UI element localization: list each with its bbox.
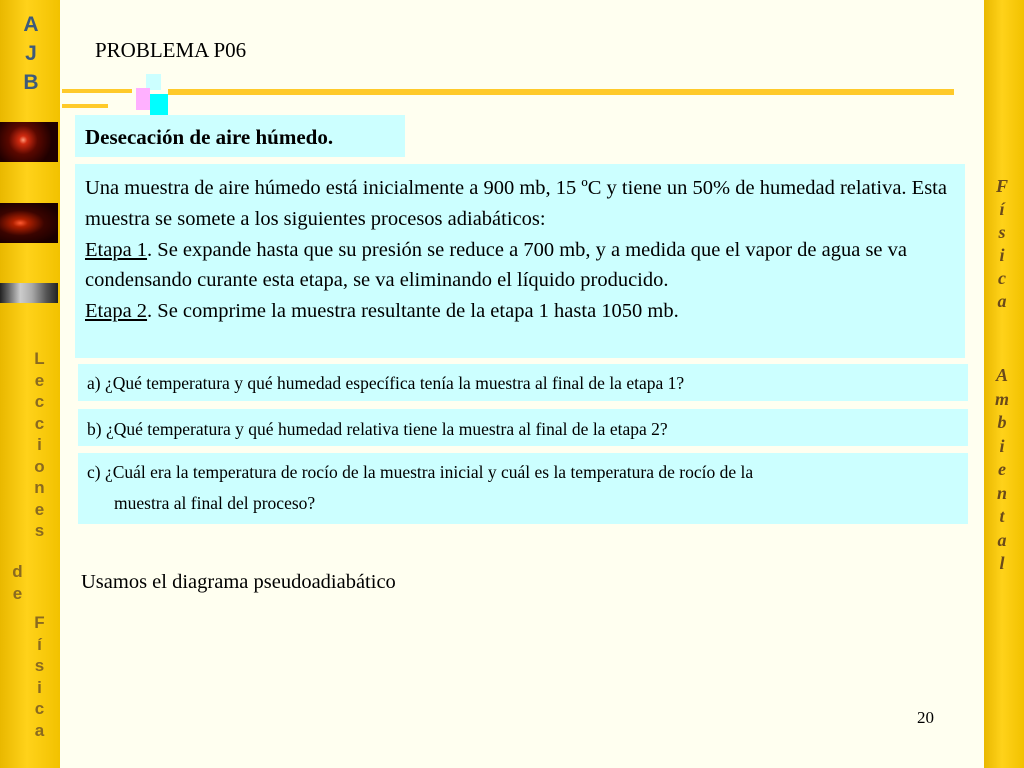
vertical-letter: e xyxy=(34,370,46,390)
logo-letter: J xyxy=(25,42,37,65)
vertical-letter: a xyxy=(34,720,46,740)
stage1-label: Etapa 1 xyxy=(85,238,148,261)
sidebar-vertical-fisica xyxy=(30,612,50,741)
vertical-letter: b xyxy=(997,412,1007,432)
logo-letter: B xyxy=(23,71,39,94)
stage2-text: . Se comprime la muestra resultante de la etapa 1 hasta 1050 mb. xyxy=(147,300,679,323)
vertical-letter: í xyxy=(999,199,1005,219)
vertical-letter: d xyxy=(12,562,24,581)
vertical-letter: í xyxy=(37,634,43,654)
stage2-label: Etapa 2 xyxy=(85,300,148,323)
subtitle-box xyxy=(75,115,405,157)
problem-statement-box xyxy=(75,164,965,358)
decorative-line xyxy=(62,89,132,93)
page-title: PROBLEMA P06 xyxy=(95,38,247,62)
vertical-letter: a xyxy=(997,529,1007,550)
ajb-logo xyxy=(0,10,62,97)
vertical-letter: t xyxy=(999,506,1005,526)
decorative-square-cyan xyxy=(150,94,168,115)
vertical-letter: m xyxy=(994,388,1009,409)
page-number: 20 xyxy=(917,708,934,727)
vertical-letter: e xyxy=(998,459,1006,479)
right-vertical-fisica xyxy=(988,175,1016,313)
question-b: b) ¿Qué temperatura y qué humedad relativa tiene la muestra al final de la etapa 2? xyxy=(87,419,668,439)
vertical-letter: e xyxy=(34,499,46,519)
subtitle: Desecación de aire húmedo. xyxy=(85,125,334,149)
vertical-letter: i xyxy=(37,677,43,697)
question-c-box xyxy=(78,453,968,524)
vertical-letter: l xyxy=(999,553,1005,573)
vertical-letter: o xyxy=(34,456,46,476)
thumbnail-image-2 xyxy=(0,203,58,243)
question-a-box xyxy=(78,364,968,401)
vertical-letter: n xyxy=(34,478,46,497)
thumbnail-image-1 xyxy=(0,122,58,162)
stage1-text: . Se expande hasta que su presión se reduce a 700 mb, y a medida que el vapor de agua se va condensando curante esta etapa, se va eliminando el líquido producido. xyxy=(85,238,907,292)
vertical-letter: F xyxy=(34,613,46,632)
vertical-letter: c xyxy=(34,413,46,433)
vertical-letter: c xyxy=(998,268,1006,288)
vertical-letter: F xyxy=(995,176,1008,196)
vertical-letter: s xyxy=(34,656,46,675)
vertical-letter: s xyxy=(998,222,1006,242)
vertical-letter: c xyxy=(34,699,46,718)
vertical-letter: c xyxy=(34,392,46,411)
question-c xyxy=(87,457,957,519)
right-vertical-ambiental xyxy=(988,364,1016,576)
vertical-letter: A xyxy=(995,365,1008,385)
question-a: a) ¿Qué temperatura y qué humedad específica tenía la muestra al final de la etapa 1? xyxy=(87,373,685,393)
vertical-letter: L xyxy=(34,349,46,368)
vertical-letter: s xyxy=(34,521,46,540)
statement-intro: Una muestra de aire húmedo está inicialmente a 900 mb, 15 ºC y tiene un 50% de humedad relativa. Esta muestra se somete a los siguientes procesos adiabáticos: xyxy=(85,177,947,230)
decorative-line xyxy=(168,89,954,95)
question-b-box xyxy=(78,409,968,446)
decorative-square-pink xyxy=(136,88,150,110)
vertical-letter: i xyxy=(37,435,43,454)
logo-letter: A xyxy=(23,13,39,36)
question-c-line1: c) ¿Cuál era la temperatura de rocío de la muestra inicial y cuál es la temperatura de rocío de la xyxy=(87,462,754,482)
vertical-letter: a xyxy=(997,291,1007,311)
decorative-line xyxy=(62,104,108,108)
problem-statement xyxy=(85,173,960,327)
sidebar-vertical-lecciones xyxy=(30,348,50,542)
vertical-letter: i xyxy=(999,435,1005,456)
diagram-note: Usamos el diagrama pseudoadiabático xyxy=(81,571,396,593)
vertical-letter: e xyxy=(12,583,24,603)
vertical-letter: n xyxy=(996,482,1007,503)
sidebar-vertical-de xyxy=(8,561,28,604)
thumbnail-image-3 xyxy=(0,283,58,303)
question-c-line2: muestra al final del proceso? xyxy=(114,493,316,513)
vertical-letter: i xyxy=(999,245,1005,265)
